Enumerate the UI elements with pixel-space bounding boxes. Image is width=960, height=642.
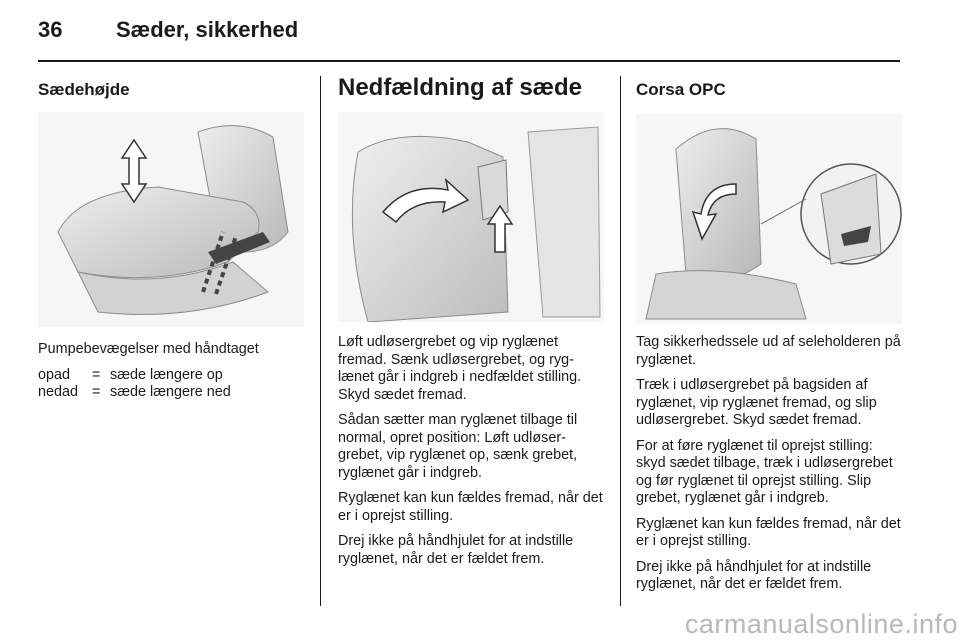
definition-row xyxy=(38,367,306,385)
column-divider-2 xyxy=(620,76,621,606)
opc-seat-illustration xyxy=(636,114,902,324)
definition-equals: = xyxy=(92,384,101,400)
header-rule xyxy=(38,60,900,62)
paragraph: For at føre ryglænet til oprejst stilling: skyd sædet tilbage, træk i udløsergrebet og før ryglænet til oprejst stilling. Slip grebet, ryglænet går i indgreb. xyxy=(636,437,893,506)
paragraph: Drej ikke på håndhjulet for at indstille ryglænet, når det er fældet frem. xyxy=(636,558,872,592)
section-fold-seat xyxy=(338,70,604,576)
definition-row xyxy=(38,384,306,402)
column-divider-1 xyxy=(320,76,321,606)
paragraph: Træk i udløsergrebet på bagsiden af ryglænet, vip ryglænet fremad, og slip udløsergrebet. Skyd sædet fremad. xyxy=(636,377,877,428)
watermark: carmanualsonline.info xyxy=(684,609,958,639)
definition-value: sæde længere ned xyxy=(110,384,231,400)
definition-term: opad xyxy=(38,366,71,383)
definition-term: nedad xyxy=(38,384,79,400)
section-heading: Sædehøjde xyxy=(38,80,130,99)
seat-fold-illustration xyxy=(338,112,604,322)
section-heading: Corsa OPC xyxy=(636,80,726,99)
section-seat-height xyxy=(38,70,306,402)
section-heading: Nedfældning af sæde xyxy=(338,74,583,101)
section-corsa-opc xyxy=(636,70,902,602)
paragraph: Drej ikke på håndhjulet for at indstille ryglænet, når det er fældet frem. xyxy=(338,533,574,567)
definition-list xyxy=(38,367,306,402)
definition-value: sæde længere op xyxy=(110,366,223,383)
page-title: Sæder, sikkerhed xyxy=(116,17,299,42)
paragraph: Sådan sætter man ryglænet tilbage til normal, opret position: Løft udløsergrebet, vip ryglænet op, sænk grebet, ryglænet går i indgreb. xyxy=(338,412,578,481)
seat-height-illustration xyxy=(38,112,304,327)
paragraph: Tag sikkerhedssele ud af seleholderen på ryglænet. xyxy=(636,334,901,368)
definition-equals: = xyxy=(92,366,101,383)
intro-text: Pumpebevægelser med håndtaget xyxy=(38,341,259,357)
page-number: 36 xyxy=(38,17,63,42)
paragraph: Ryglænet kan kun fældes fremad, når det er i oprejst stilling. xyxy=(338,490,603,524)
paragraph: Ryglænet kan kun fældes fremad, når det er i oprejst stilling. xyxy=(636,515,901,549)
paragraph: Løft udløsergrebet og vip ryglænet fremad. Sænk udløsergrebet, og ryglænet går i indgreb i nedfældet stilling. Skyd sædet fremad. xyxy=(338,334,582,403)
